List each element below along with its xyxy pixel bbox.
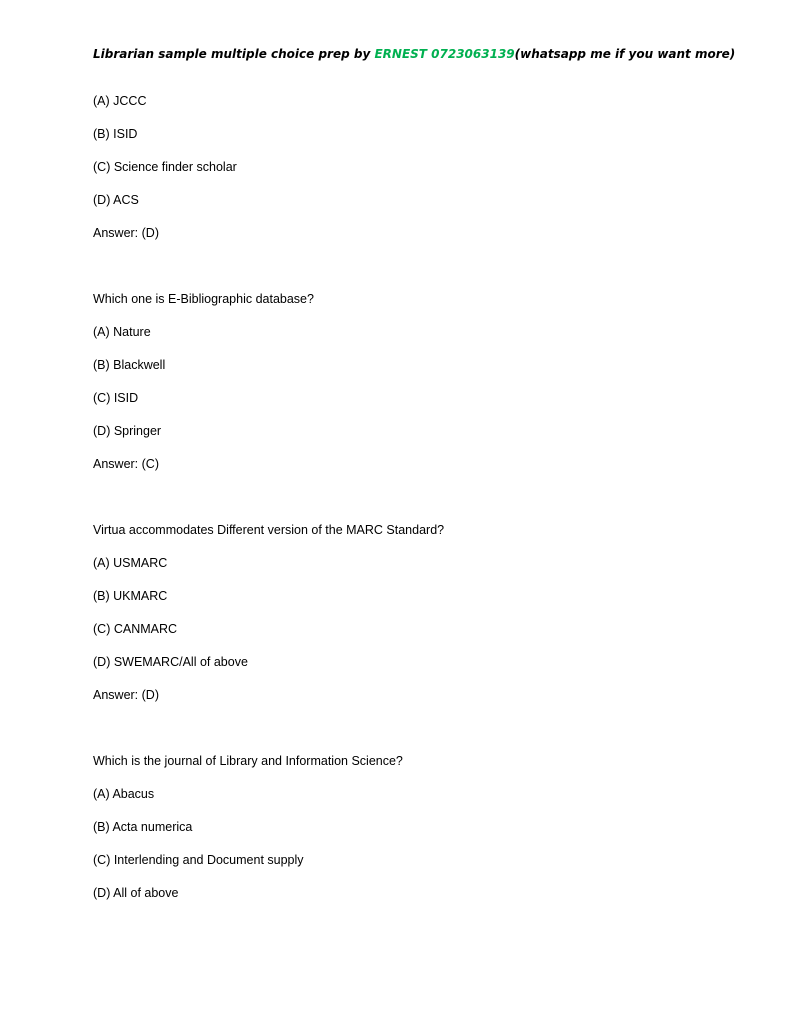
block2-option-a: (A) Nature	[93, 325, 151, 339]
block2-question: Which one is E-Bibliographic database?	[93, 292, 314, 306]
block3-question: Virtua accommodates Different version of the MARC Standard?	[93, 523, 445, 537]
block1-answer: Answer: (D)	[93, 226, 159, 240]
block3-answer: Answer: (D)	[93, 688, 159, 702]
block4-option-b: (B) Acta numerica	[93, 820, 193, 834]
block4-option-d: (D) All of above	[93, 886, 179, 900]
block3-option-d: (D) SWEMARC/All of above	[93, 655, 248, 669]
block1-option-b: (B) ISID	[93, 127, 138, 141]
block1-option-a: (A) JCCC	[93, 94, 147, 108]
page-header	[93, 47, 735, 61]
header-note: (whatsapp me if you want more)	[514, 47, 736, 61]
block2-option-d: (D) Springer	[93, 424, 162, 438]
block3-option-a: (A) USMARC	[93, 556, 168, 570]
block1-option-c: (C) Science finder scholar	[93, 160, 237, 174]
block2-option-c: (C) ISID	[93, 391, 139, 405]
header-title: Librarian sample multiple choice prep by	[93, 47, 375, 61]
block4-question: Which is the journal of Library and Information Science?	[93, 754, 403, 768]
block4-option-a: (A) Abacus	[93, 787, 155, 801]
block3-option-c: (C) CANMARC	[93, 622, 178, 636]
block1-option-d: (D) ACS	[93, 193, 139, 207]
block2-answer: Answer: (C)	[93, 457, 159, 471]
header-contact: ERNEST 0723063139	[374, 47, 515, 61]
block2-option-b: (B) Blackwell	[93, 358, 166, 372]
block4-option-c: (C) Interlending and Document supply	[93, 853, 304, 867]
block3-option-b: (B) UKMARC	[93, 589, 168, 603]
